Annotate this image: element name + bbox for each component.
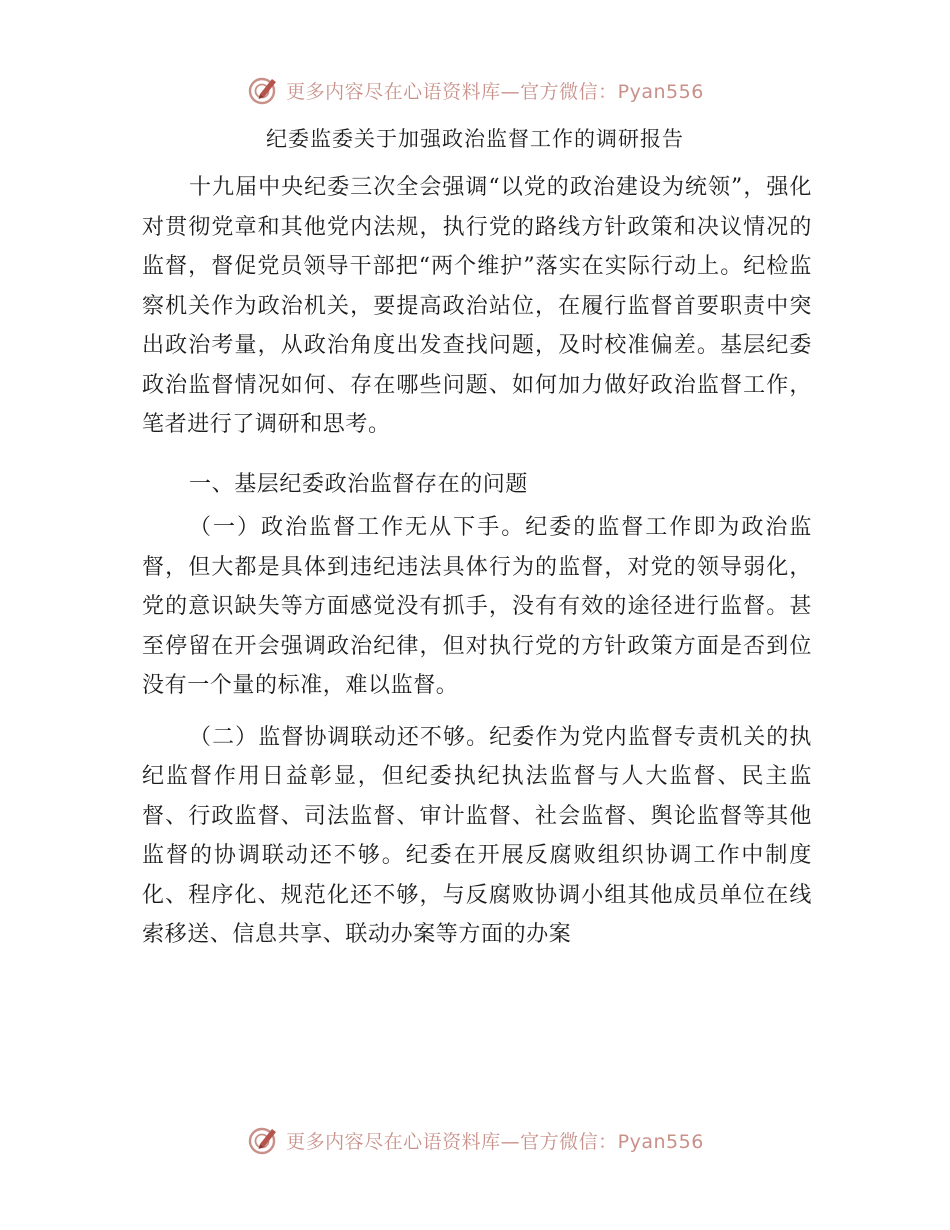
watermark-text: 更多内容尽在心语资料库—官方微信：Pyan556 [286, 80, 704, 103]
subsection-paragraph-1: （一）政治监督工作无从下手。纪委的监督工作即为政治监督，但大都是具体到违纪违法具体行为的监督，对党的领导弱化，党的意识缺失等方面感觉没有抓手，没有有效的途径进行监督。甚至停留在开会强调政治纪律，但对执行党的方针政策方面是否到位没有一个量的标准，难以监督。 [142, 515, 812, 698]
pen-seal-icon [246, 73, 280, 107]
document-title: 纪委监委关于加强政治监督工作的调研报告 [266, 127, 684, 151]
section-heading: 一、基层纪委政治监督存在的问题 [189, 471, 529, 497]
footer-watermark-banner [0, 1120, 950, 1160]
subsection-paragraph-2: （二）监督协调联动还不够。纪委作为党内监督专责机关的执纪监督作用日益彰显，但纪委执纪执法监督与人大监督、民主监督、行政监督、司法监督、审计监督、社会监督、舆论监督等其他监督的协调联动还不够。纪委在开展反腐败组织协调工作中制度化、程序化、规范化还不够，与反腐败协调小组其他成员单位在线索移送、信息共享、联动办案等方面的办案 [142, 724, 812, 947]
intro-paragraph: 十九届中央纪委三次全会强调“以党的政治建设为统领”，强化对贯彻党章和其他党内法规，执行党的路线方针政策和决议情况的监督，督促党员领导干部把“两个维护”落实在实际行动上。纪检监察机关作为政治机关，要提高政治站位，在履行监督首要职责中突出政治考量，从政治角度出发查找问题，及时校准偏差。基层纪委政治监督情况如何、存在哪些问题、如何加力做好政治监督工作，笔者进行了调研和思考。 [142, 175, 812, 437]
header-watermark-banner [0, 70, 950, 110]
document-body [142, 168, 812, 955]
watermark-text: 更多内容尽在心语资料库—官方微信：Pyan556 [286, 1130, 704, 1153]
pen-seal-icon [246, 1123, 280, 1157]
